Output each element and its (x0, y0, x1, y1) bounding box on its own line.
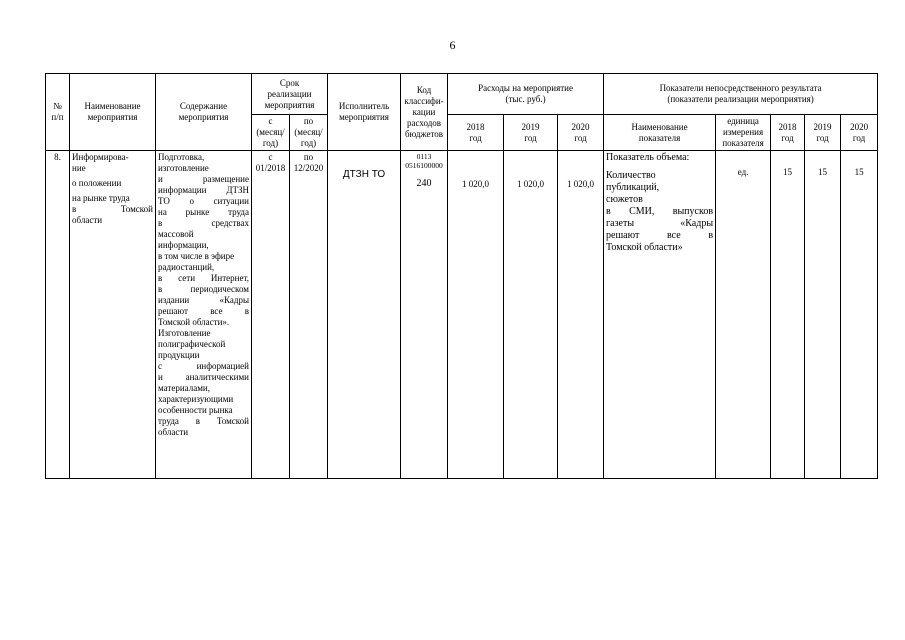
content-line: в средствах (158, 218, 249, 228)
content-line: области (158, 427, 189, 437)
header-ind-year-2018: 2018 год (771, 115, 805, 151)
row-executor: ДТЗН ТО (328, 151, 401, 479)
row-expense-2019: 1 020,0 (504, 151, 558, 479)
row-value-2019: 15 (805, 151, 841, 479)
row-term-to: по 12/2020 (290, 151, 328, 479)
content-line: продукции (158, 350, 200, 360)
content-line: характеризующими (158, 394, 234, 404)
header-term-from: с (месяц/ год) (252, 115, 290, 151)
content-line: с информацией (158, 361, 249, 371)
content-line: Томской области». (158, 317, 230, 327)
indicator-line: Количество (606, 170, 656, 181)
header-expenses: Расходы на мероприятие (тыс. руб.) (448, 74, 604, 115)
indicator-line: решают все в (606, 230, 714, 241)
content-line: в периодическом (158, 284, 249, 294)
header-year-2019: 2019 год (504, 115, 558, 151)
content-line: труда в Томской (158, 416, 249, 426)
header-content: Содержание мероприятия (156, 74, 252, 151)
header-indicators: Показатели непосредственного результата (показатели реализации мероприятия) (604, 74, 878, 115)
row-number: 8. (46, 151, 70, 479)
content-line: массовой (158, 229, 194, 239)
content-line: решают все в (158, 306, 249, 316)
row-unit: ед. (716, 151, 771, 479)
header-term: Срок реализации мероприятия (252, 74, 328, 115)
content-line: информации, (158, 240, 209, 250)
row-expense-2018: 1 020,0 (448, 151, 504, 479)
content-line: изготовление (158, 163, 209, 173)
header-indicator-unit: единица измерения показателя (716, 115, 771, 151)
indicator-line: публикаций, (606, 182, 660, 193)
header-term-to: по (месяц/ год) (290, 115, 328, 151)
header-name: Наименование мероприятия (70, 74, 156, 151)
content-line: Изготовление (158, 328, 211, 338)
row-value-2018: 15 (771, 151, 805, 479)
row-name: Информирова- ние о положении на рынке труда в Томской области (70, 151, 156, 479)
header-executor: Исполнитель мероприятия (328, 74, 401, 151)
content-line: в сети Интернет, (158, 273, 249, 283)
measures-table (45, 73, 878, 479)
content-line: на рынке труда (158, 207, 249, 217)
page-number: 6 (449, 38, 456, 52)
content-line: издании «Кадры (158, 295, 249, 305)
row-indicator (604, 151, 716, 479)
row-expense-2020: 1 020,0 (558, 151, 604, 479)
header-year-2018: 2018 год (448, 115, 504, 151)
header-ind-year-2019: 2019 год (805, 115, 841, 151)
indicator-line: Показатель объема: (606, 152, 690, 163)
content-line: и аналитическими (158, 372, 249, 382)
content-line: ТО о ситуации (158, 196, 249, 206)
indicator-line: сюжетов (606, 194, 643, 205)
row-value-2020: 15 (841, 151, 878, 479)
content-line: материалами, (158, 383, 210, 393)
header-year-2020: 2020 год (558, 115, 604, 151)
indicator-line: Томской области» (606, 242, 683, 253)
header-num: № п/п (46, 74, 70, 151)
indicator-line: газеты «Кадры (606, 218, 714, 229)
content-line: информации ДТЗН (158, 185, 249, 195)
content-line: Подготовка, (158, 152, 205, 162)
content-line: радиостанций, (158, 262, 215, 272)
row-term-from: с 01/2018 (252, 151, 290, 479)
header-indicator-name: Наименование показателя (604, 115, 716, 151)
content-line: особенности рынка (158, 405, 233, 415)
row-content (156, 151, 252, 479)
header-ind-year-2020: 2020 год (841, 115, 878, 151)
indicator-line: в СМИ, выпусков (606, 206, 714, 217)
content-line: и размещение (158, 174, 249, 184)
content-line: полиграфической (158, 339, 226, 349)
header-code: Код классифи- кации расходов бюджетов (401, 74, 448, 151)
row-code: 0113 0516100000 240 (401, 151, 448, 479)
content-line: в том числе в эфире (158, 251, 235, 261)
